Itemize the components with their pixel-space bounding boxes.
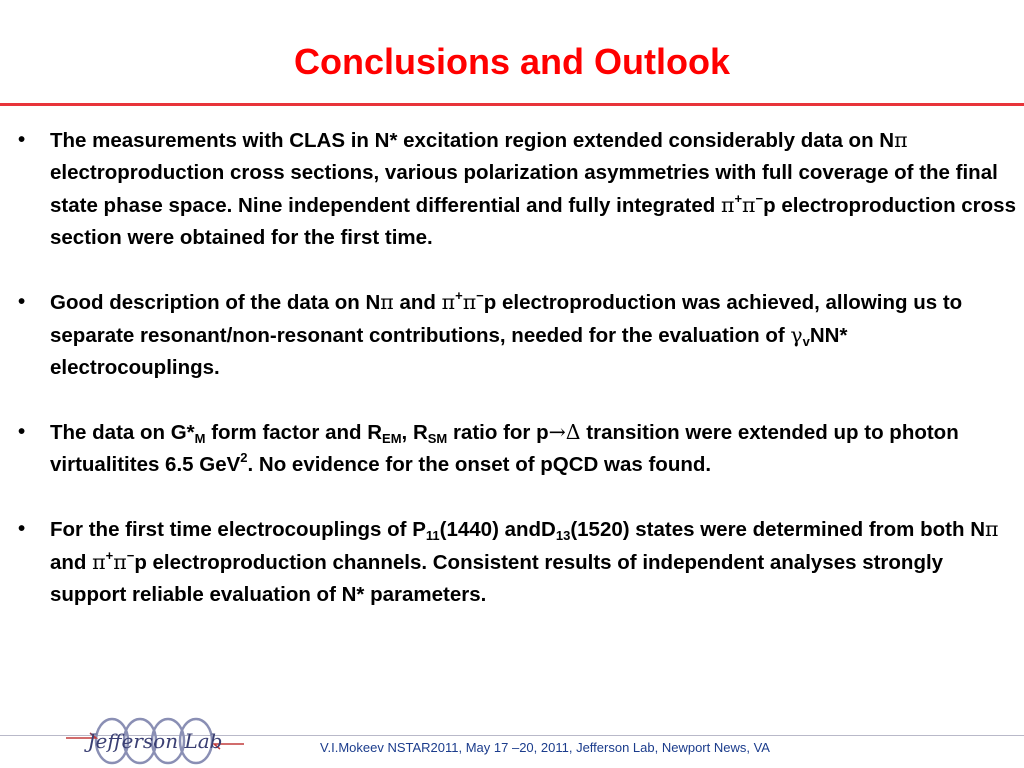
bullet-text: For the first time electrocouplings of $P_{11}(1440)$ andD$_{13}$(1520) states were determined from both Nπ and π+π−p electroproduction channels. Consistent results of independent analyses strongly support reliable evaluation of N* parameters.	[50, 517, 999, 606]
footer-credits: V.I.Mokeev NSTAR2011, May 17 –20, 2011, Jefferson Lab, Newport News, VA	[320, 740, 770, 755]
title-divider	[0, 103, 1024, 106]
logo-text: Jefferson Lab	[87, 729, 223, 753]
bullet-text: Good description of the data on Nπ and π+π−p electroproduction was achieved, allowing us to separate resonant/non-resonant contributions, needed for the evaluation of $\gamma_vNN*$ electrocouplings.	[50, 288, 963, 379]
bullet-marker: •	[18, 128, 26, 151]
bullet-marker: •	[18, 420, 26, 443]
bullet-marker: •	[18, 290, 26, 313]
bullet-text: The data on $G*_M$ form factor and $R_{EM}$, $R_{SM}$ ratio for p→Δ transition were extended up to photon virtualitites 6.5 GeV$^2$. No evidence for the onset of pQCD was found.	[50, 420, 959, 476]
bullet-marker: •	[18, 517, 26, 540]
bullet-item-4	[16, 513, 1016, 611]
bullet-item-2	[16, 286, 1016, 384]
bullet-item-1	[16, 124, 1016, 254]
jefferson-lab-logo	[60, 714, 250, 768]
bullet-text: The measurements with CLAS in N* excitation region extended considerably data on Nπ electroproduction cross sections, various polarization asymmetries with full coverage of the final state phase space. Nine independent differential and fully integrated π+π−p electroproduction cross section were obtained for the first time.	[50, 128, 1016, 249]
bullet-item-3	[16, 416, 1016, 481]
slide-title: Conclusions and Outlook	[293, 41, 730, 82]
bullet-list	[16, 124, 1016, 643]
